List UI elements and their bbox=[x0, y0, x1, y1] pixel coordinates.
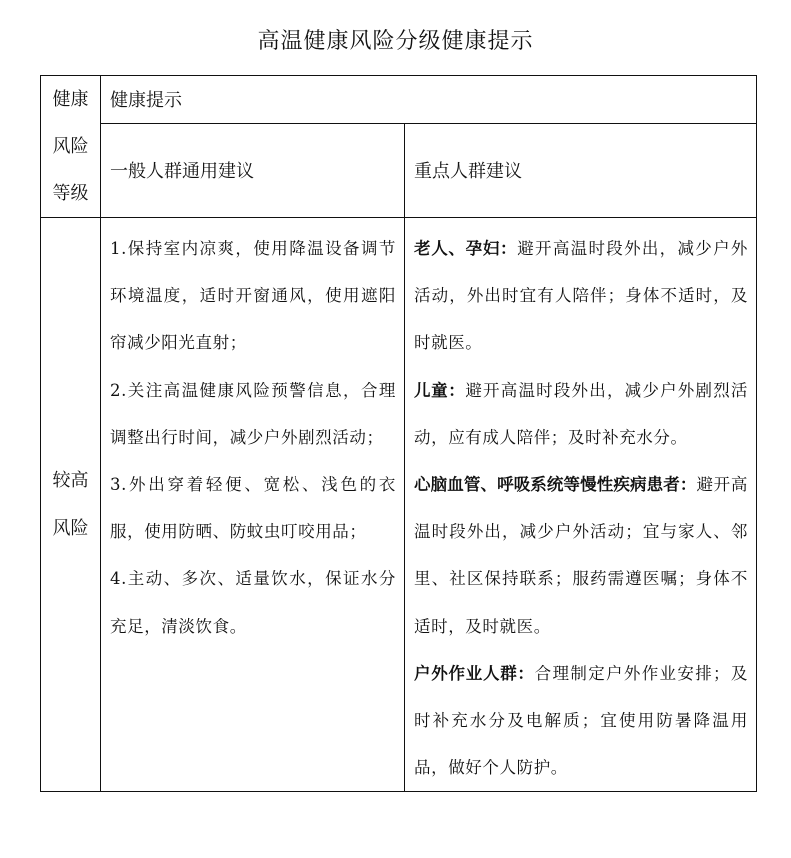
risk-level-header-line: 健康 bbox=[52, 89, 89, 110]
table-header-row bbox=[41, 76, 757, 124]
general-advice-header: 一般人群通用建议 bbox=[101, 123, 405, 217]
health-tips-table bbox=[40, 75, 757, 792]
key-group-item bbox=[414, 650, 748, 792]
risk-level-line: 风险 bbox=[52, 517, 89, 539]
general-advice-cell bbox=[101, 218, 405, 792]
general-advice-item: 3.外出穿着轻便、宽松、浅色的衣服，使用防晒、防蚊虫叮咬用品； bbox=[110, 475, 396, 542]
page-title: 高温健康风险分级健康提示 bbox=[257, 29, 534, 54]
risk-level-header-line: 风险 bbox=[52, 136, 89, 157]
risk-level-line: 较高 bbox=[52, 469, 89, 491]
key-group-label: 儿童： bbox=[414, 380, 466, 400]
key-groups-cell bbox=[405, 218, 757, 792]
risk-level-header-line: 等级 bbox=[52, 183, 89, 204]
key-group-text: 合理制定户外作业安排；及时补充水分及电解质；宜使用防暑降温用品，做好个人防护。 bbox=[414, 663, 748, 778]
key-group-label: 户外作业人群： bbox=[414, 663, 535, 683]
risk-level-cell bbox=[41, 218, 101, 792]
general-advice-item: 2.关注高温健康风险预警信息，合理调整出行时间，减少户外剧烈活动； bbox=[110, 380, 396, 447]
key-group-text: 避开高温时段外出，减少户外剧烈活动，应有成人陪伴；及时补充水分。 bbox=[414, 380, 749, 447]
risk-level-header bbox=[41, 76, 101, 218]
key-group-label: 心脑血管、呼吸系统等慢性疾病患者： bbox=[414, 475, 697, 495]
table-row bbox=[41, 218, 757, 792]
key-group-item bbox=[414, 461, 748, 650]
key-group-text: 避开高温时段外出，减少户外活动，外出时宜有人陪伴；身体不适时，及时就医。 bbox=[414, 239, 748, 353]
general-advice-item: 4.主动、多次、适量饮水，保证水分充足，清淡饮食。 bbox=[110, 569, 396, 636]
general-advice-item: 1.保持室内凉爽，使用降温设备调节环境温度，适时开窗通风，使用遮阳帘减少阳光直射； bbox=[110, 239, 396, 353]
key-group-item bbox=[414, 367, 748, 461]
health-tips-header: 健康提示 bbox=[101, 76, 757, 124]
table-subheader-row bbox=[41, 123, 757, 217]
key-group-text: 避开高温时段外出，减少户外活动；宜与家人、邻里、社区保持联系；服药需遵医嘱；身体不适时，及时就医。 bbox=[414, 475, 748, 636]
key-groups-header: 重点人群建议 bbox=[405, 123, 757, 217]
key-group-label: 老人、孕妇： bbox=[414, 239, 518, 258]
key-group-item bbox=[414, 225, 748, 367]
